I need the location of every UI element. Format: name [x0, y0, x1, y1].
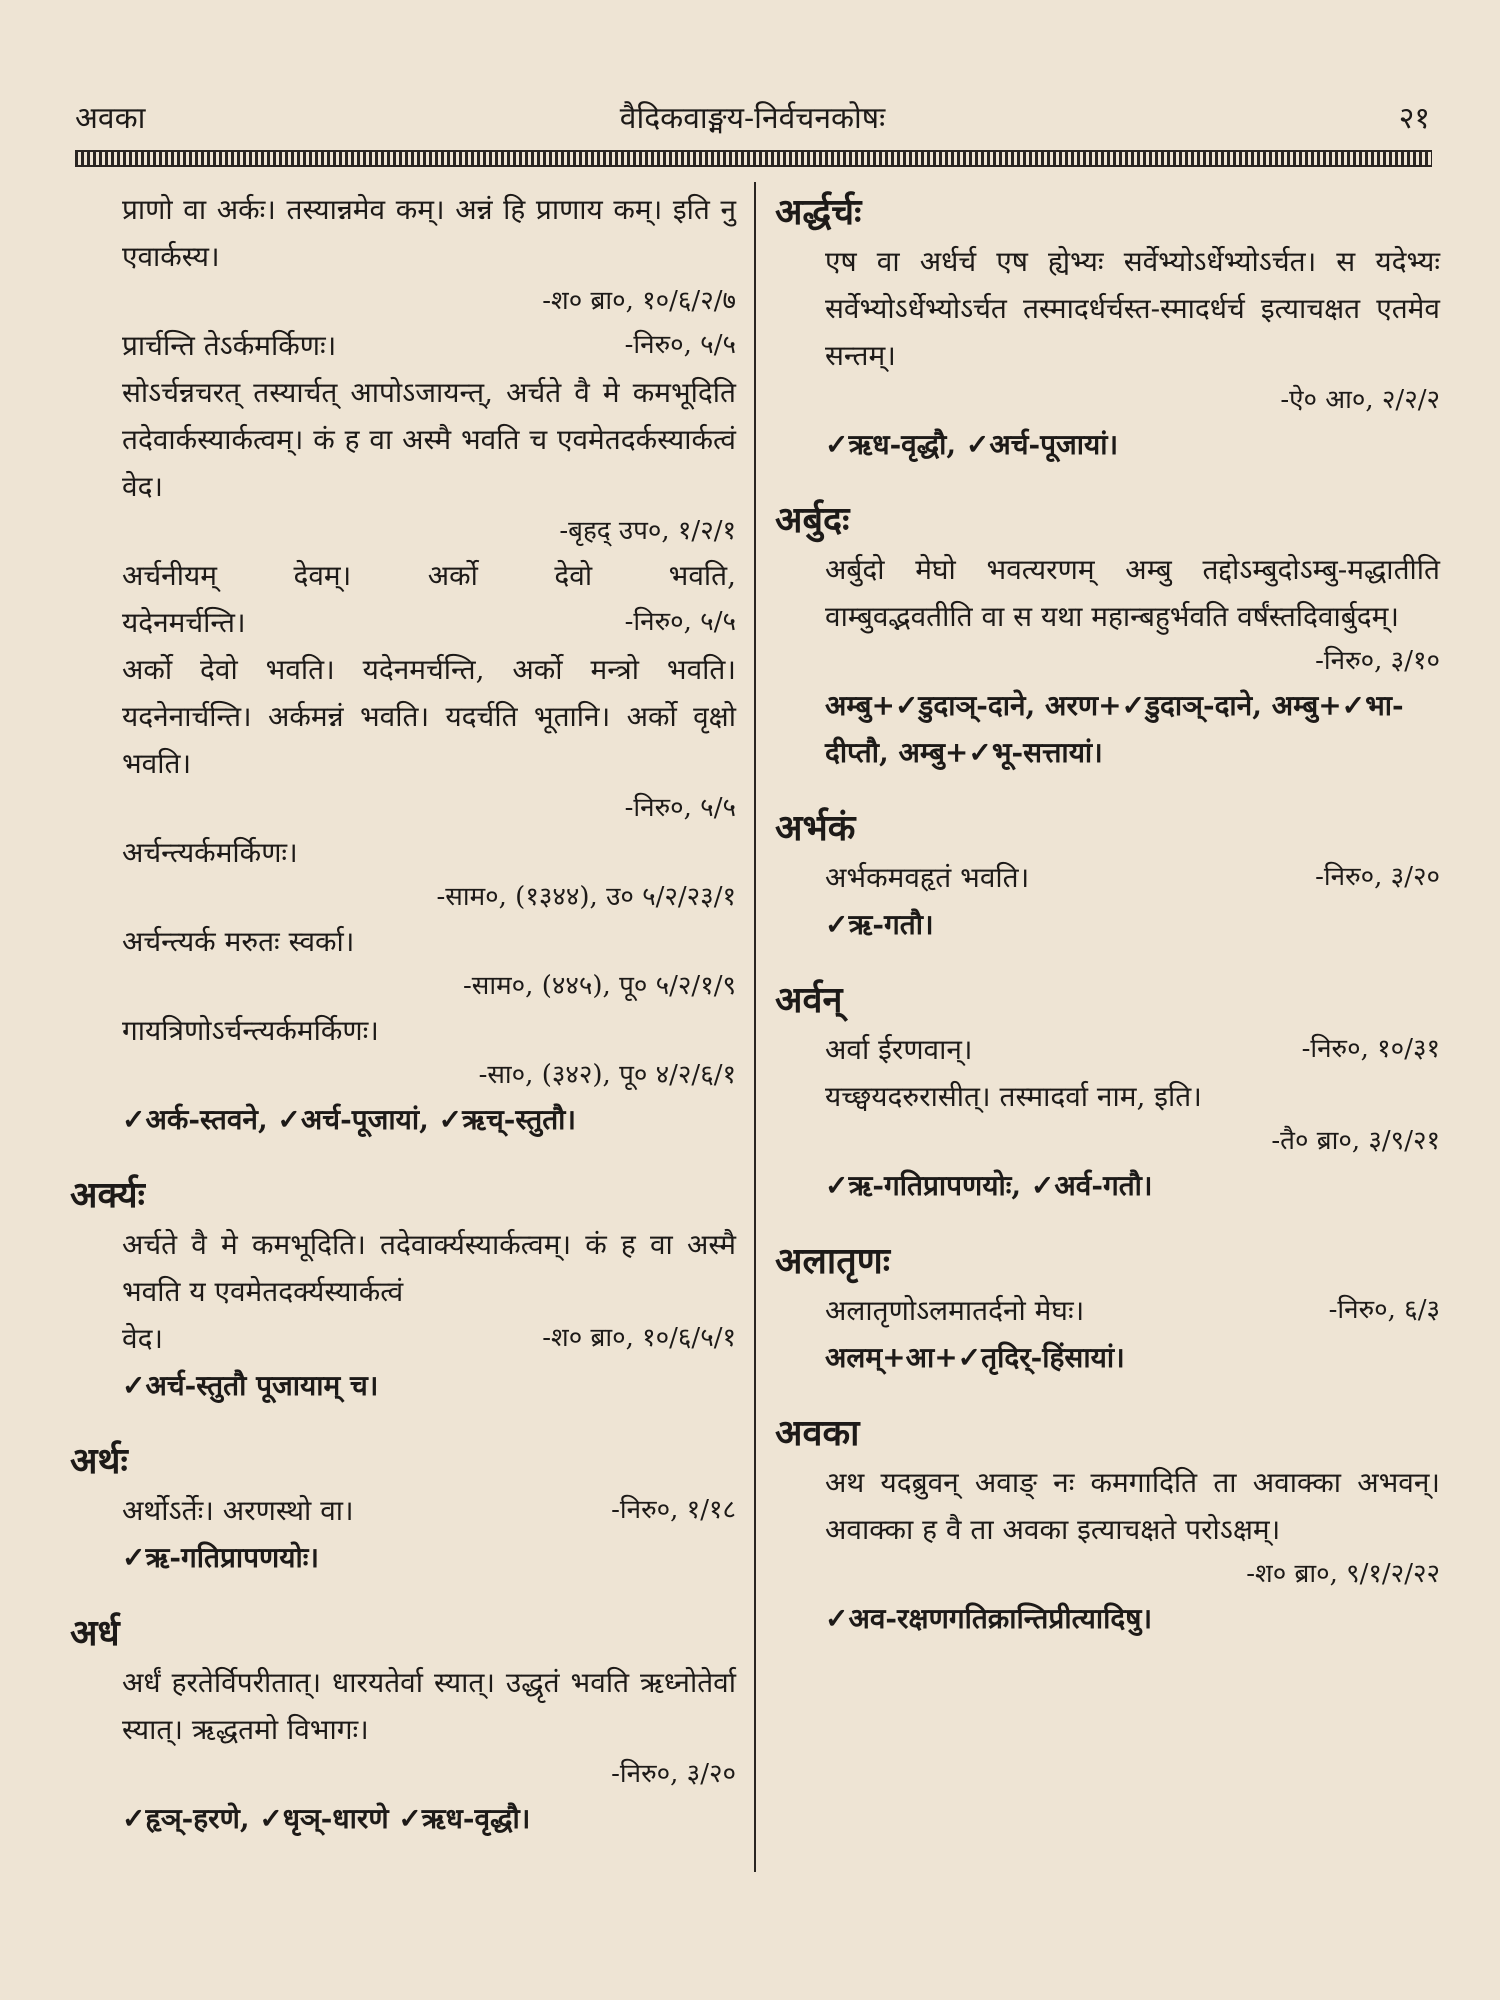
page-header: [75, 96, 1430, 136]
headword: अर्भकं: [775, 807, 856, 849]
citation: -साम०, (१३४४), उ० ५/२/२३/१: [436, 882, 736, 912]
quote-row: [825, 854, 1440, 901]
root-derivation: ✓ऋ-गतिप्रापणयोः।: [122, 1541, 320, 1574]
root-derivation: ✓हृञ्-हरणे, ✓धृञ्-धारणे ✓ऋध-वृद्धौ।: [122, 1802, 531, 1835]
quote: अर्वा ईरणवान्।: [825, 1033, 973, 1066]
quote-row: [122, 1315, 736, 1362]
quote: अर्चते वै मे कमभूदिति। तदेवार्क्यस्यार्कत्वम्। कं ह वा अस्मै भवति य एवमेतदर्क्यस्यार्कत्वं: [122, 1228, 736, 1308]
quote: सोऽर्चन्नचरत् तस्यार्चत् आपोऽजायन्त्, अर्चते वै मे कमभूदिति तदेवार्कस्यार्कत्वम्। कं ह वा अस्मै भवति च एवमेतदर्कस्यार्कत्वं वेद।: [122, 376, 736, 503]
quote: अर्चनीयम् देवम्। अर्को देवो भवति,: [122, 559, 736, 592]
citation: -श० ब्रा०, १०/६/५/१: [542, 1323, 736, 1353]
entry-arbuda: [775, 494, 1440, 776]
headword: अर्क्यः: [70, 1174, 145, 1216]
headword: अवका: [775, 1412, 860, 1454]
citation: -निरु०, ५/५: [624, 607, 736, 637]
citation: -ऐ० आ०, २/२/२: [1280, 385, 1440, 415]
headword: अर्द्धर्चः: [775, 191, 862, 233]
headword: अर्बुदः: [775, 499, 850, 541]
root-derivation: ✓अर्क-स्तवने, ✓अर्च-पूजायां, ✓ऋच्-स्तुतौ।: [122, 1103, 577, 1136]
root-derivation: ✓ऋ-गतिप्रापणयोः, ✓अर्व-गतौ।: [825, 1169, 1153, 1202]
headword: अर्ध: [70, 1612, 120, 1654]
entry-ardharcha: [775, 186, 1440, 468]
quote: अर्थोऽर्तेः। अरणस्थो वा।: [122, 1494, 354, 1527]
entry-arkya: [70, 1169, 736, 1409]
quote-row: [122, 1487, 736, 1534]
citation: -श० ब्रा०, १०/६/२/७: [542, 286, 736, 316]
quote: अर्को देवो भवति। यदेनमर्चन्ति, अर्को मन्त्रो भवति। यदनेनार्चन्ति। अर्कमन्नं भवति। यदर्चति भूतानि। अर्को वृक्षो भवति।: [122, 653, 736, 780]
entry-artha: [70, 1435, 736, 1581]
book-title: वैदिकवाङ्मय-निर्वचनकोषः: [619, 101, 886, 136]
entry-avaka: [775, 1407, 1440, 1642]
citation: -निरु०, ३/२०: [1315, 862, 1440, 892]
quote: अर्भकमवहृतं भवति।: [825, 861, 1030, 894]
citation: -बृहद् उप०, १/२/१: [559, 516, 736, 546]
headword: अर्थः: [70, 1440, 128, 1482]
citation: -श० ब्रा०, ९/१/२/२२: [1246, 1559, 1440, 1589]
root-derivation: अम्बु+✓डुदाञ्-दाने, अरण+✓डुदाञ्-दाने, अम्बु+✓भा-दीप्तौ, अम्बु+✓भू-सत्तायां।: [825, 689, 1404, 769]
citation: -सा०, (३४२), पू० ४/२/६/१: [478, 1060, 736, 1090]
citation: -साम०, (४४५), पू० ५/२/१/९: [463, 971, 736, 1001]
citation: -निरु०, १०/३१: [1301, 1034, 1440, 1064]
header-ornament-rule: [75, 150, 1432, 167]
entry-ardha: [70, 1607, 736, 1842]
citation: -निरु०, ५/५: [624, 793, 736, 823]
quote: अर्बुदो मेघो भवत्यरणम् अम्बु तद्दोऽम्बुदोऽम्बु-मद्धातीति वाम्बुवद्भवतीति वा स यथा महान्बहुर्भवति वर्षंस्तदिवार्बुदम्।: [825, 553, 1440, 633]
quote: अर्चन्त्यर्क मरुतः स्वर्का।: [122, 925, 355, 958]
quote: गायत्रिणोऽर्चन्त्यर्कमर्किणः।: [122, 1014, 379, 1047]
root-derivation: ✓ऋध-वृद्धौ, ✓अर्च-पूजायां।: [825, 428, 1119, 461]
entry-alatrina: [775, 1235, 1440, 1381]
quote: यच्छ्वयदरुरासीत्। तस्मादर्वा नाम, इति।: [825, 1080, 1202, 1113]
headword: अर्वन्: [775, 979, 843, 1021]
quote-row: [825, 1287, 1440, 1334]
running-head-left: अवका: [75, 101, 146, 136]
root-derivation: ✓अव-रक्षणगतिक्रान्तिप्रीत्यादिषु।: [825, 1602, 1153, 1635]
citation: -निरु०, ३/२०: [611, 1759, 736, 1789]
citation: -निरु०, ५/५: [624, 330, 736, 360]
headword: अलातृणः: [775, 1240, 891, 1282]
quote: अलातृणोऽलमातर्दनो मेघः।: [825, 1294, 1085, 1327]
quote: अर्धं हरतेर्विपरीतात्। धारयतेर्वा स्यात्। उद्धृतं भवति ऋध्नोतेर्वा स्यात्। ऋद्धतमो विभागः।: [122, 1666, 736, 1746]
citation: -निरु०, १/१८: [611, 1495, 736, 1525]
root-derivation: अलम्+आ+✓तृदिर्-हिंसायां।: [825, 1341, 1125, 1374]
citation: -तै० ब्रा०, ३/९/२१: [1271, 1126, 1440, 1156]
entry-arka-continued: [70, 186, 736, 1143]
entry-arbhaka: [775, 802, 1440, 948]
citation: -निरु०, ६/३: [1328, 1295, 1440, 1325]
entry-arvan: [775, 974, 1440, 1209]
root-derivation: ✓ऋ-गतौ।: [825, 908, 934, 941]
quote-row: [825, 1026, 1440, 1073]
right-column: [775, 186, 1440, 1668]
quote: एष वा अर्धर्च एष ह्येभ्यः सर्वेभ्योऽर्धेभ्योऽर्चत। स यदेभ्यः सर्वेभ्योऽर्धेभ्योऽर्चत तस्मादर्धर्चस्त-स्मादर्धर्च इत्याचक्षत एतमेव सन्तम्।: [825, 245, 1440, 372]
page-number: २१: [1398, 101, 1430, 136]
quote: अथ यदब्रुवन् अवाङ् नः कमगादिति ता अवाक्का अभवन्। अवाक्का ह वै ता अवका इत्याचक्षते परोऽक्षम्।: [825, 1466, 1440, 1546]
citation: -निरु०, ३/१०: [1315, 646, 1440, 676]
quote-row: [122, 599, 736, 646]
quote: अर्चन्त्यर्कमर्किणः।: [122, 836, 298, 869]
column-divider: [754, 182, 756, 1872]
left-column: [70, 186, 736, 1868]
quote: वेद।: [122, 1322, 164, 1355]
root-derivation: ✓अर्च-स्तुतौ पूजायाम् च।: [122, 1369, 379, 1402]
quote: प्रार्चन्ति तेऽर्कमर्किणः।: [122, 329, 337, 362]
quote: यदेनमर्चन्ति।: [122, 606, 246, 639]
quote-row: [122, 322, 736, 369]
quote: प्राणो वा अर्कः। तस्यान्नमेव कम्। अन्नं हि प्राणाय कम्। इति नु एवार्कस्य।: [122, 193, 736, 273]
